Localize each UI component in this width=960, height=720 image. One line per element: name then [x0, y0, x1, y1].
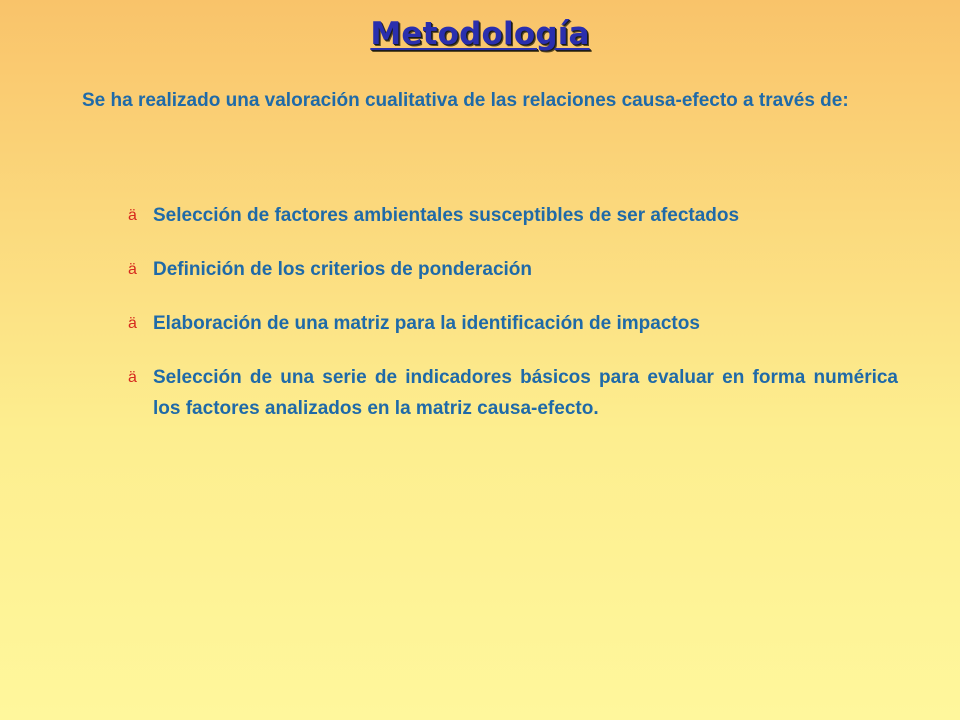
- intro-paragraph: Se ha realizado una valoración cualitativa de las relaciones causa-efecto a través de:: [82, 90, 849, 111]
- bullet-marker-icon: ä: [128, 369, 137, 386]
- bullet-item: [128, 200, 898, 231]
- bullet-item: [128, 308, 898, 339]
- bullet-text: Selección de factores ambientales susceptibles de ser afectados: [153, 205, 740, 226]
- bullet-item: [128, 362, 898, 424]
- bullet-marker-icon: ä: [128, 315, 137, 332]
- bullet-text: Elaboración de una matriz para la identificación de impactos: [153, 313, 700, 334]
- bullet-text: Definición de los criterios de ponderación: [153, 259, 533, 280]
- bullet-marker-icon: ä: [128, 207, 137, 224]
- bullet-text: Selección de una serie de indicadores básicos para evaluar en forma numérica los factores analizados en la matriz causa-efecto.: [153, 367, 898, 419]
- bullet-list: [128, 200, 898, 424]
- bullet-marker-icon: ä: [128, 261, 137, 278]
- bullet-item: [128, 254, 898, 285]
- slide-title: Metodología: [370, 16, 590, 52]
